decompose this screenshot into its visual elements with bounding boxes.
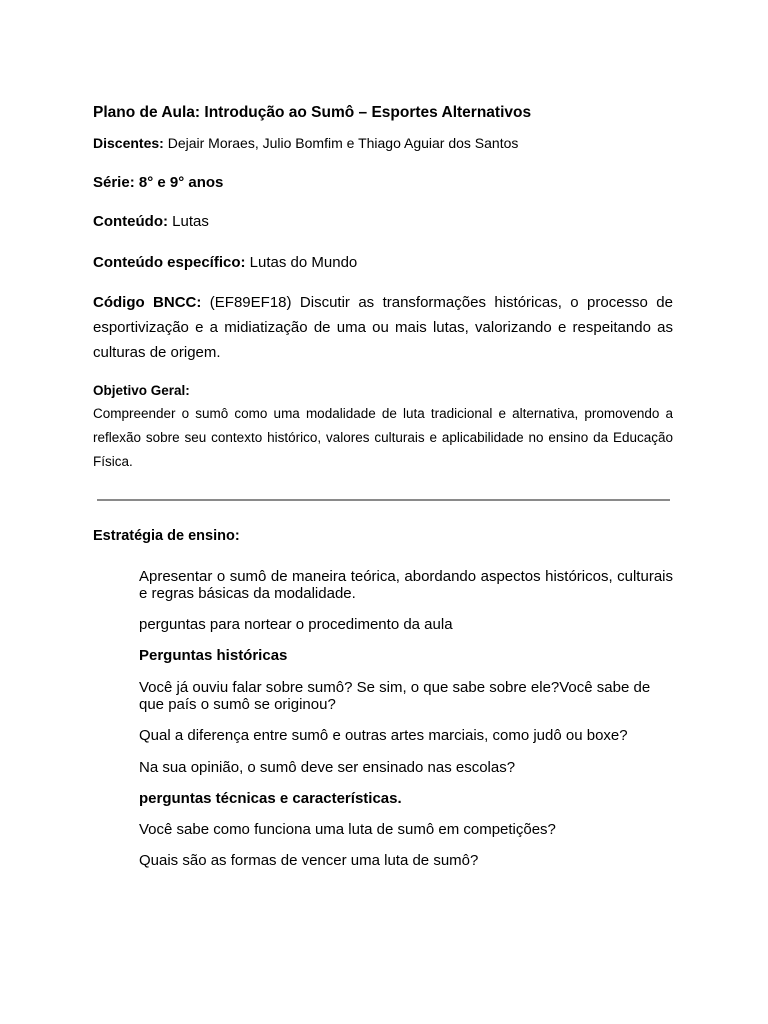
question-item: Você sabe como funciona uma luta de sumô em competições?	[139, 821, 556, 838]
question-item: Na sua opinião, o sumô deve ser ensinado nas escolas?	[139, 759, 516, 776]
perguntas-historicas-heading: Perguntas históricas	[139, 647, 288, 664]
objetivo-geral-text: Compreender o sumô como uma modalidade de luta tradicional e alternativa, promovendo a reflexão sobre seu contexto histórico, valores culturais e aplicabilidade no ensino da Educação Física.	[93, 406, 673, 469]
discentes-label: Discentes:	[93, 135, 164, 151]
bncc-label: Código BNCC:	[93, 294, 202, 311]
question-item: Você já ouviu falar sobre sumô? Se sim, o que sabe sobre ele?Você sabe de que país o sumô se originou?	[139, 679, 651, 713]
conteudo-value: Lutas	[167, 213, 209, 230]
question-item: Qual a diferença entre sumô e outras artes marciais, como judô ou boxe?	[139, 727, 628, 744]
perguntas-tecnicas-heading: perguntas técnicas e características.	[139, 790, 402, 807]
conteudo-especifico-line	[93, 254, 357, 271]
conteudo-especifico-label: Conteúdo específico:	[93, 254, 246, 271]
estrategia-label: Estratégia de ensino:	[93, 528, 240, 544]
bncc-paragraph	[93, 290, 673, 365]
objetivo-geral-label: Objetivo Geral:	[93, 383, 190, 398]
bncc-value: (EF89EF18) Discutir as transformações históricas, o processo de esportivização e a midiatização de uma ou mais lutas, valorizando e respeitando as culturas de origem.	[93, 294, 673, 361]
document-title: Plano de Aula: Introdução ao Sumô – Esportes Alternativos	[93, 104, 532, 121]
discentes-value: Dejair Moraes, Julio Bomfim e Thiago Aguiar dos Santos	[163, 135, 519, 151]
discentes-line	[93, 135, 518, 151]
horizontal-divider	[97, 499, 670, 501]
estrategia-item: Apresentar o sumô de maneira teórica, abordando aspectos históricos, culturais e regras básicas da modalidade.	[139, 568, 673, 602]
serie-line: Série: 8° e 9° anos	[93, 174, 224, 191]
conteudo-label: Conteúdo:	[93, 213, 168, 230]
conteudo-line	[93, 213, 209, 230]
question-item: Quais são as formas de vencer uma luta de sumô?	[139, 852, 479, 869]
conteudo-especifico-value: Lutas do Mundo	[245, 254, 358, 271]
estrategia-item: perguntas para nortear o procedimento da aula	[139, 616, 453, 633]
